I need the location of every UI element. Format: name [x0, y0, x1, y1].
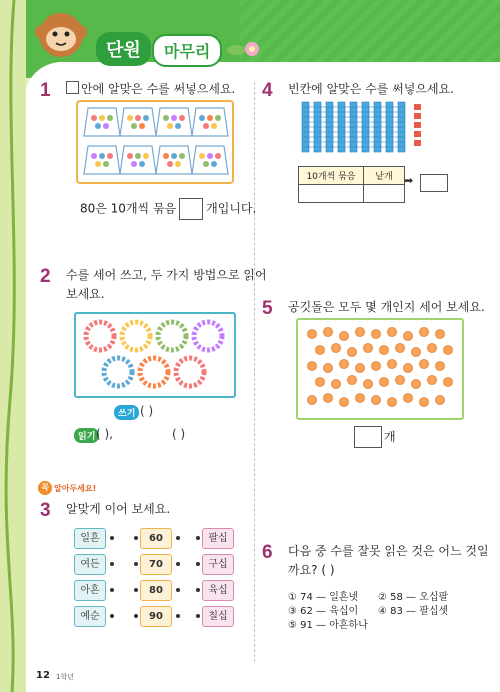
question-4-instruction: 빈칸에 알맞은 수를 써넣으세요. [288, 82, 454, 96]
tip-badge: 꼭 [38, 481, 52, 495]
read-answer-field-2[interactable]: ( ) [172, 427, 186, 441]
question-number: 1 [40, 80, 51, 101]
choice-option[interactable]: ④ 83 — 팔십셋 [378, 606, 449, 617]
connect-dot[interactable] [134, 562, 138, 566]
monkey-mascot-icon [32, 6, 90, 64]
question-number: 6 [262, 542, 273, 563]
read-answer-field-1[interactable]: ( ), [96, 427, 113, 441]
question-number: 3 [40, 500, 51, 521]
page-number: 12 [36, 670, 50, 681]
choice-option[interactable]: ③ 62 — 육십이 [288, 606, 359, 617]
unit-cube-bars-illustration [296, 100, 436, 154]
connect-dot[interactable] [176, 614, 180, 618]
table-cell-tens[interactable] [299, 185, 364, 203]
table-header-ones: 낱개 [364, 167, 405, 185]
match-left-card[interactable]: 여든 [74, 554, 106, 575]
question-1-instruction [66, 80, 235, 99]
vine-decoration [0, 0, 26, 692]
match-right-card[interactable]: 구십 [202, 554, 234, 575]
question-number: 4 [262, 80, 273, 101]
question-text-line1: 다음 중 수를 잘못 읽은 것은 어느 것일 [288, 544, 489, 558]
bead-bags-illustration [78, 102, 232, 182]
match-left-card[interactable]: 예순 [74, 606, 106, 627]
flower-leaf-icon [226, 38, 262, 60]
sentence-pre: 80은 10개씩 묶음 [80, 201, 177, 216]
tip-text: 알아두세요! [54, 484, 97, 493]
table-cell-ones[interactable] [364, 185, 405, 203]
answer-box[interactable] [420, 174, 448, 192]
column-divider [254, 82, 256, 662]
jackstones-illustration [298, 320, 462, 418]
connect-dot[interactable] [196, 562, 200, 566]
bead-bags-frame [76, 100, 234, 184]
question-text: 안에 알맞은 수를 써넣으세요. [81, 82, 236, 96]
choice-option[interactable]: ① 74 — 일흔넷 [288, 592, 359, 603]
connect-dot[interactable] [134, 588, 138, 592]
bead-rings-frame [74, 312, 236, 398]
table-header-tens: 10개씩 묶음 [299, 167, 364, 185]
read-tag: 읽기 [74, 428, 99, 443]
connect-dot[interactable] [176, 562, 180, 566]
question-text-line2: 까요? ( ) [288, 562, 335, 577]
bead-rings-illustration [76, 314, 234, 396]
question-6-instruction [288, 542, 489, 579]
connect-dot[interactable] [176, 588, 180, 592]
connect-dot[interactable] [110, 562, 114, 566]
arrow-icon: ➡ [404, 174, 414, 187]
answer-box[interactable] [179, 198, 203, 220]
question-text-line2: 보세요. [66, 286, 105, 301]
question-number: 2 [40, 266, 51, 287]
write-answer-field[interactable]: ( ) [140, 404, 154, 418]
question-text-line1: 수를 세어 쓰고, 두 가지 방법으로 읽어 [66, 268, 267, 282]
unit-label: 단원 [96, 32, 151, 66]
match-right-card[interactable]: 육십 [202, 580, 234, 601]
connect-dot[interactable] [196, 588, 200, 592]
answer-box-icon [66, 81, 79, 94]
connect-dot[interactable] [110, 588, 114, 592]
match-middle-card[interactable]: 80 [140, 580, 172, 601]
choice-option[interactable]: ② 58 — 오십팔 [378, 592, 449, 603]
question-2-instruction [66, 266, 267, 303]
connect-dot[interactable] [110, 614, 114, 618]
connect-dot[interactable] [196, 536, 200, 540]
connect-dot[interactable] [176, 536, 180, 540]
write-tag: 쓰기 [114, 405, 139, 420]
tip-callout [30, 480, 122, 496]
connect-dot[interactable] [134, 614, 138, 618]
match-left-card[interactable]: 아흔 [74, 580, 106, 601]
match-left-card[interactable]: 일흔 [74, 528, 106, 549]
grade-label: 1학년 [56, 673, 74, 681]
connect-dot[interactable] [110, 536, 114, 540]
match-right-card[interactable]: 팔십 [202, 528, 234, 549]
match-middle-card[interactable]: 90 [140, 606, 172, 627]
choice-option[interactable]: ⑤ 91 — 아흔하나 [288, 620, 368, 631]
tens-ones-table [298, 166, 405, 203]
question-number: 5 [262, 298, 273, 319]
match-middle-card[interactable]: 60 [140, 528, 172, 549]
section-title: 마무리 [152, 34, 222, 67]
answer-box[interactable] [354, 426, 382, 448]
match-right-card[interactable]: 칠십 [202, 606, 234, 627]
question-1-sentence [80, 198, 256, 220]
unit-label: 개 [384, 430, 396, 444]
sentence-post: 개입니다. [206, 201, 257, 216]
connect-dot[interactable] [196, 614, 200, 618]
question-5-instruction: 공깃돌은 모두 몇 개인지 세어 보세요. [288, 300, 485, 314]
connect-dot[interactable] [134, 536, 138, 540]
question-3-instruction: 알맞게 이어 보세요. [66, 502, 171, 516]
match-middle-card[interactable]: 70 [140, 554, 172, 575]
jackstones-frame [296, 318, 464, 420]
